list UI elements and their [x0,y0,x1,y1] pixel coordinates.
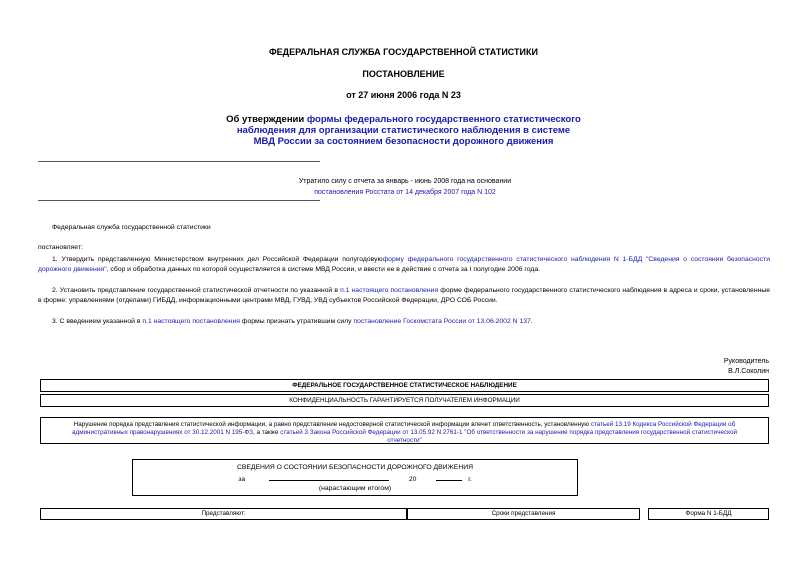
lost-force-note [270,176,540,198]
title-link-line2[interactable]: наблюдения для организации статистического наблюдения в системе [236,125,571,136]
period-year-blank [436,474,462,481]
divider-top [38,161,320,162]
law-article-link[interactable]: статьей 3 Закона Российской Федерации от 13.05.92 N 2761-1 "Об ответственности за нарушение порядка представления государственной статистической отчетности" [280,429,737,444]
title-link-line1[interactable]: формы федерального государственного статистического [306,114,581,125]
report-title-box [132,459,578,496]
report-title: СВЕДЕНИЯ О СОСТОЯНИИ БЕЗОПАСНОСТИ ДОРОЖНОГО ДВИЖЕНИЯ [236,464,474,471]
period-suffix: г. [468,476,472,483]
lost-force-text: Утратило силу с отчета за январь - июнь 2008 года на основании [298,178,512,185]
signature-name: В.Л.Соколин [728,368,769,375]
p3-resolution-link[interactable]: постановление Госкомстата России от 13.06.2002 N 137 [353,318,531,325]
document-date: от 27 июня 2006 года N 23 [346,90,461,100]
paragraph-2 [38,286,770,306]
liability-text-a: Нарушение порядка представления статистической информации, а равно представление недостоверной статистической информации влечет ответственность, установленную [73,421,591,428]
title-link-line3[interactable]: МВД России за состоянием безопасности дорожного движения [253,136,554,147]
p2-text-a: 2. Установить представление государственной статистической отчетности по указанной в [52,287,341,294]
p1-text-b: , сбор и обработка данных по которой осуществляется в системе МВД России, и ввести ее в действие с отчета за I полугодие 2006 года. [106,266,540,273]
confidentiality-banner: КОНФИДЕНЦИАЛЬНОСТЬ ГАРАНТИРУЕТСЯ ПОЛУЧАТЕЛЕМ ИНФОРМАЦИИ [40,394,769,407]
title-prefix: Об утверждении [226,114,307,125]
code-article-link[interactable]: статьей 13.19 Кодекса Российской Федерации об административных правонарушениях от 30.12.2001 N 195-ФЗ [72,421,736,436]
lost-force-link[interactable]: постановления Росстата от 14 декабря 2007 года N 102 [314,189,496,196]
submitters-header: Представляют: [40,508,407,520]
deadlines-header: Сроки представления [407,508,640,520]
intro-text: Федеральная служба государственной статистики [52,224,211,231]
paragraph-1 [38,255,770,275]
p3-clause-link[interactable]: п.1 настоящего постановления [142,318,240,325]
period-for-label: за [238,476,246,483]
form-number: Форма N 1-БДД [648,508,769,520]
p2-text-b: форме федерального государственного статистического наблюдения в адреса и сроки, установленные в форме: управлениями (отделами) ГИБДД, информационными центрами МВД, ГУВД, УВД субъектов Российской Федерации, ДРО СОБ России. [38,287,770,304]
paragraph-3 [38,317,770,327]
cumulative-note: (нарастающим итогом) [318,485,392,492]
report-period [133,474,577,483]
signature-role: Руководитель [723,358,769,365]
p3-text-b: формы признать утратившим силу [239,318,354,325]
document-title [0,114,807,147]
agency-heading: ФЕДЕРАЛЬНАЯ СЛУЖБА ГОСУДАРСТВЕННОЙ СТАТИСТИКИ [269,47,538,57]
liability-text-b: , а также [252,429,281,436]
period-year-label: 20 [408,476,417,483]
p3-text-c: . [530,318,533,325]
p1-text-a: 1. Утвердить представленную Министерством внутренних дел Российской Федерации полугодовую [52,256,383,263]
p3-text-a: 3. С введением указанной в [52,318,143,325]
resolves-text: постановляет: [38,244,83,251]
doctype-heading: ПОСТАНОВЛЕНИЕ [362,69,445,79]
observation-banner: ФЕДЕРАЛЬНОЕ ГОСУДАРСТВЕННОЕ СТАТИСТИЧЕСКОЕ НАБЛЮДЕНИЕ [40,379,769,392]
p2-clause-link[interactable]: п.1 настоящего постановления [340,287,439,294]
period-month-blank [269,474,389,481]
p1-form-link[interactable]: форму федерального государственного статистического наблюдения N 1-БДД "Сведения о состоянии безопасности дорожного движения" [38,256,770,273]
divider-bottom [38,200,320,201]
liability-notice [40,417,769,444]
